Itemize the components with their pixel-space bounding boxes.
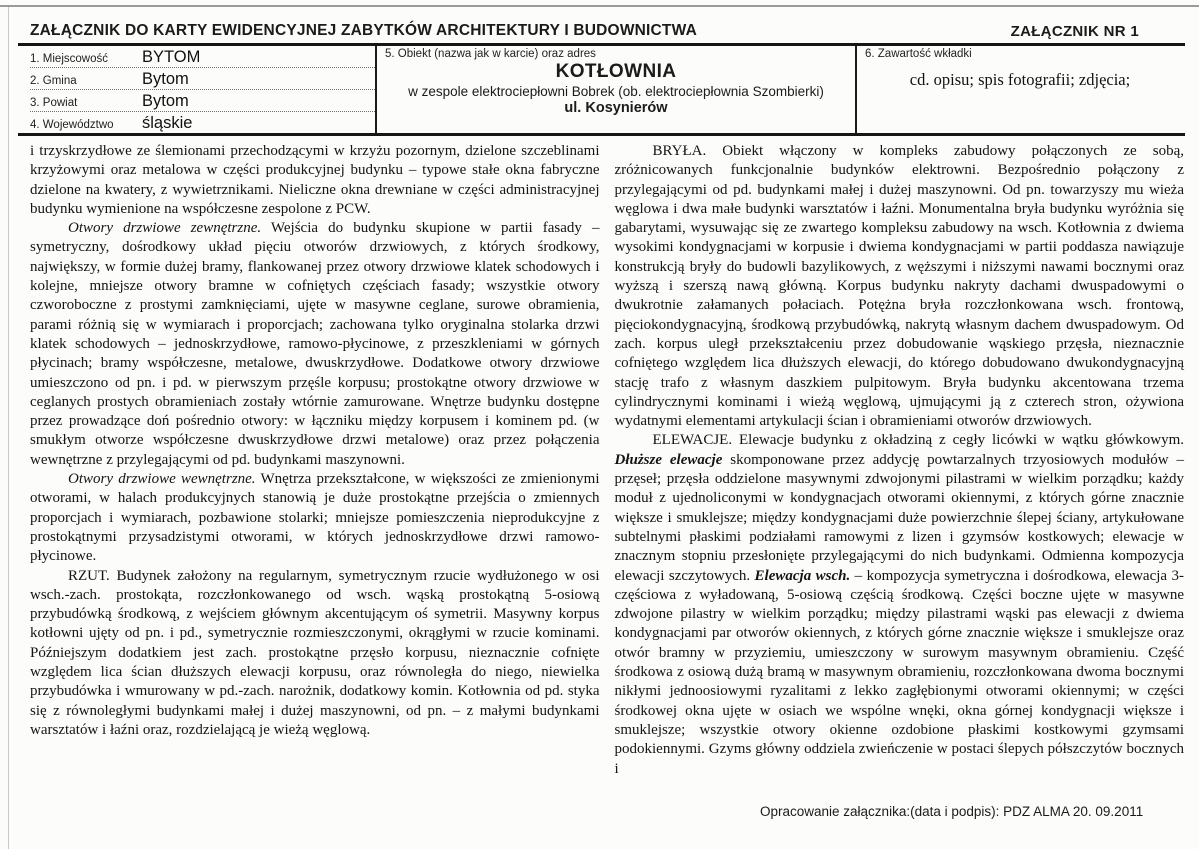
field-label-gmina: 2. Gmina bbox=[30, 75, 77, 87]
text-run-italic: Otwory drzwiowe zewnętrzne. bbox=[68, 220, 262, 237]
text-run-bold-italic: Dłuższe elewacje bbox=[614, 451, 723, 468]
field-value-wojewodztwo: śląskie bbox=[142, 114, 193, 132]
content-section bbox=[857, 46, 1185, 133]
paragraph-otwory-wewnetrzne bbox=[30, 470, 600, 566]
document-header bbox=[30, 22, 1139, 40]
object-name: KOTŁOWNIA bbox=[555, 61, 677, 82]
text-run-bold-italic: Elewacja wsch. bbox=[754, 567, 851, 584]
text-run: BRYŁA. Obiekt włączony w kompleks zabudowy połączonych ze sobą, zróżnicowanych funkcjonalnie budynków elektrowni. Bezpośrednio połączony z przylegającymi od pd. budynkami małej i dużej maszynowni. Od pn. towarzyszy mu wieża węglowa i dwa małe budynki warsztatów i łaźni. Monumentalna bryła budynku wyróżnia się gabarytami, wysuwając się ze zwartego kompleksu zabudowy na wsch. Kotłownia z dwiema wysokimi kondygnacjami w korpusie i dwiema kondygnacjami w partii poddasza nawiązuje konstrukcją bryły do budowli bazylikowych, z węższymi i niższymi nawami bocznymi oraz wyższą i szerszą nawą główną. Korpus budynku nakryty dachami dwuspadowymi o dwukrotnie załamanych połaciach. Potężna bryła rozczłonkowana wsch. frontową, pięciokondygnacyjną, środkową przybudówką, nakrytą własnym dachem dwuspadowym. Od zach. korpus uległ przekształceniu przez dobudowanie wąskiego przęsła, nieznacznie cofniętego względem lica dłuższych elewacji, do którego dobudowano dwukondygnacyjną stację trafo z własnym daszkiem pulpitowym. Bryła budynku akcentowana trzema cylindrycznymi kominami i wieżą węglową, ujmującymi ją z czterech stron, ożywiona wydatnymi elementami artykulacji ścian i obramieniami otworów drzwiowych. bbox=[614, 143, 1184, 430]
document-title: ZAŁĄCZNIK DO KARTY EWIDENCYJNEJ ZABYTKÓW ARCHITEKTURY I BUDOWNICTWA bbox=[30, 22, 697, 39]
scan-edge-top bbox=[0, 5, 1199, 7]
form-field-row bbox=[30, 46, 375, 68]
attachment-number: ZAŁĄCZNIK NR 1 bbox=[1010, 23, 1139, 40]
field-value-gmina: Bytom bbox=[142, 70, 189, 88]
attachment-signature-line: Opracowanie załącznika:(data i podpis): PDZ ALMA 20. 09.2011 bbox=[760, 804, 1144, 819]
text-run: skomponowane przez addycję powtarzalnych trzyosiowych modułów – przęseł; przęsła oddzielone masywnymi zdwojonymi pilastrami w wielkim porządku; każdy moduł z ujednoliconymi w kondygnacjach otworami okiennymi, z których górne znacznie większe i smuklejsze; między kondygnacjami duże powierzchnie ślepej ściany, artykułowane subtelnymi płaskimi podziałami ramowymi z lizen i gzymsów kostkowych; elewacje w znacznym stopniu przesłonięte przylegającymi do nich budynkami. Odmienna kompozycja elewacji szczytowych. bbox=[614, 451, 1184, 584]
content-section-value: cd. opisu; spis fotografii; zdjęcia; bbox=[909, 70, 1131, 89]
object-section bbox=[375, 46, 857, 133]
text-run: – kompozycja symetryczna i dośrodkowa, elewacja 3-częściowa z wyładowaną, 5-osiową częścią środkową. Części boczne ujęte w masywne zdwojone pilastry w wielkim porządku; między pilastrami wąski pas elewacji z dwiema kondygnacjami par otworów okiennych, z których górne znacznie większe i smuklejsze oraz otwór bramny w przyziemiu, umieszczony w surowym masywnym obramieniu. Część środkowa z osiową dużą bramą w masywnym obramieniu, rozczłonkowana dwoma bocznymi nikłymi jednoosiowymi ryzalitami z lekko zagłębionymi otworami okiennymi; w części środkowej okna ujęte w osiach we wspólne wnęki, okna górnej kondygnacji większe i smuklejsze; wszystkie otwory okienne ozdobione płaskimi kostkowymi gzymsami podokiennymi. Gzyms główny oddziela zwieńczenie w postaci ślepych półszczytów bocznych i bbox=[614, 567, 1184, 777]
paragraph-bryla bbox=[615, 142, 1185, 431]
object-address: ul. Kosynierów bbox=[564, 100, 668, 116]
object-section-label: 5. Obiekt (nazwa jak w karcie) oraz adres bbox=[385, 48, 596, 60]
paragraph-elewacje bbox=[615, 431, 1185, 778]
field-label-powiat: 3. Powiat bbox=[30, 97, 78, 109]
form-field-row bbox=[30, 112, 375, 133]
text-run: Wnętrza przekształcone, w większości ze zmienionymi otworami, w halach produkcyjnych stanowią je duże prostokątne przejścia o zmiennych proporcjach i wymiarach, pozbawione stolarki; mniejsze pomieszczenia nieprodukcyjne z prostokątnymi przysadzistymi otworami, w których jednoskrzydłowe drzwi ramowo-płycinowe. bbox=[30, 471, 600, 565]
field-value-miejscowosc: BYTOM bbox=[142, 48, 201, 66]
text-run: ELEWACJE. Elewacje budynku z okładziną z cegły licówki w wątku główkowym. bbox=[652, 432, 1184, 449]
text-run-italic: Otwory drzwiowe wewnętrzne. bbox=[68, 471, 256, 488]
paragraph-otwory-zewnetrzne bbox=[30, 219, 600, 470]
content-section-label: 6. Zawartość wkładki bbox=[865, 48, 972, 60]
form-field-row bbox=[30, 68, 375, 90]
text-run: RZUT. Budynek założony na regularnym, symetrycznym rzucie wydłużonego w osi wsch.-zach. prostokąta, rozczłonkowanego od wsch. wąską prostokątną 5-osiową przybudówką środkową, z wejściem głównym akcentującym oś symetrii. Masywny korpus kotłowni ujęty od pn. i pd., symetrycznie rozmieszczonymi, okrągłymi w rzucie kominami. Późniejszym dodatkiem jest zach. prostokątne przęsło korpusu, nieznacznie cofnięte względem lica ścian dłuższych elewacji korpusu, oraz równoległa do niego, niewielka przybudówka i wmurowany w pd.-zach. narożnik, dodatkowy komin. Kotłownia od pd. styka się z równoległymi budynkami małej i dużej maszynowni, od pn. – z małymi budynkami warsztatów i łaźni oraz, rozdzielającą je wieżą węglową. bbox=[30, 567, 600, 738]
paragraph-windows-continuation bbox=[30, 142, 600, 219]
scan-edge-left bbox=[8, 5, 9, 849]
form-field-row bbox=[30, 90, 375, 112]
field-value-powiat: Bytom bbox=[142, 92, 189, 110]
field-label-wojewodztwo: 4. Województwo bbox=[30, 119, 114, 131]
location-fields bbox=[18, 46, 375, 133]
text-run: i trzyskrzydłowe ze ślemionami przechodzącymi w krzyżu pozornym, dzielone szczeblinami krzyżowymi oraz metalowa w części produkcyjnej budynku – typowe stałe okna fabryczne dzielone na kwatery, z wywietrznikami. Nieliczne okna drewniane w części administracyjnej budynku wymienione na współczesne zespolone z PCW. bbox=[30, 143, 600, 217]
body-text-columns bbox=[30, 142, 1184, 779]
header-form-table bbox=[18, 43, 1185, 136]
paragraph-rzut bbox=[30, 567, 600, 741]
object-description: w zespole elektrociepłowni Bobrek (ob. elektrociepłownia Szombierki) bbox=[408, 84, 824, 99]
right-text-column bbox=[615, 142, 1185, 779]
text-run: Wejścia do budynku skupione w partii fasady – symetryczny, dośrodkowy układ pięciu otworów drzwiowych, z których środkowy, największy, w formie dużej bramy, flankowanej przez otwory drzwiowe klatek schodowych i kolejne, mniejsze otwory bramne w cofniętych częściach fasady; wszystkie otwory czworoboczne z prostymi zamknięciami, ujęte w masywne ceglane, surowe obramienia, parami różnią się w wymiarach i proporcjach; zachowana tylko oryginalna stolarka drzwi klatek schodowych – jednoskrzydłowe, ramowo-płycinowe, z przeszkleniami w górnych płycinach; bramy współczesne, metalowe, dwuskrzydłowe. Dodatkowe otwory drzwiowe umieszczono od pn. i pd. w pierwszym przęśle korpusu; prostokątne otwory drzwiowe w ceglanych prostych obramieniach zostały wtórnie zamurowane. Wnętrze budynku dostępne przez prowadzące doń pośrednio otwory: w łączniku między korpusem i kominem pd. (w smukłym otworze współczesne dwuskrzydłowe drzwi metalowe) oraz przez połączenia wewnętrzne z przylegającymi od pd. budynkami maszynowni. bbox=[30, 220, 600, 468]
field-label-miejscowosc: 1. Miejscowość bbox=[30, 53, 108, 65]
left-text-column bbox=[30, 142, 600, 779]
